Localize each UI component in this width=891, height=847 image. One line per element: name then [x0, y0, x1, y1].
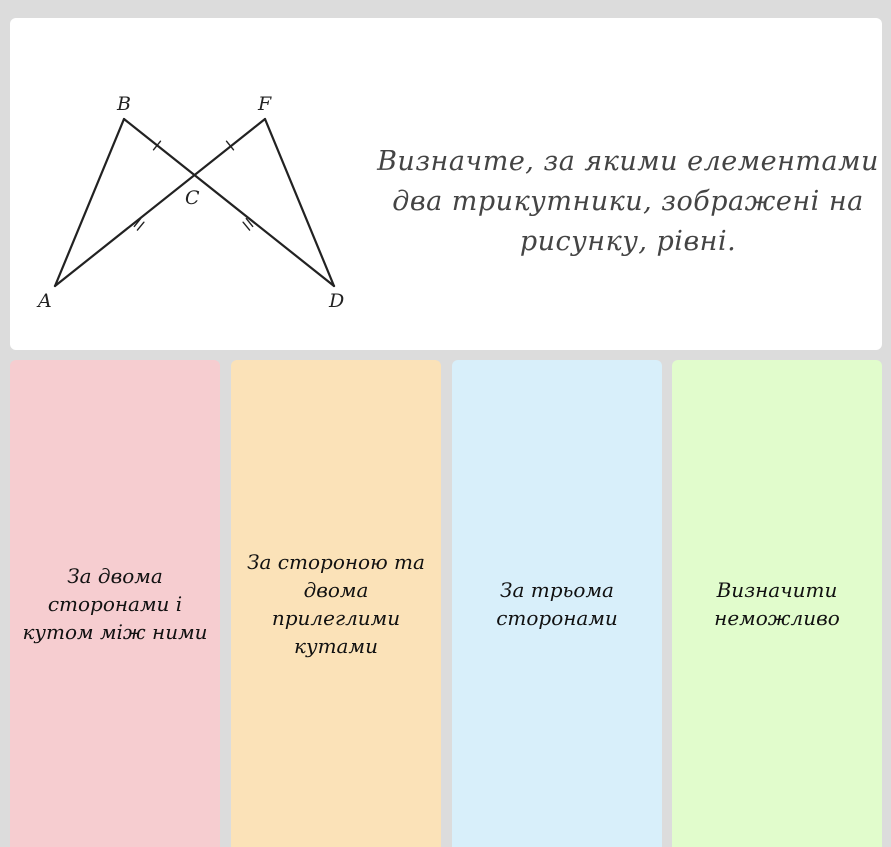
segment-af [55, 119, 265, 286]
equal-segment-ticks [134, 141, 252, 230]
answer-option-label: Визначити неможливо [714, 577, 840, 630]
answer-option-label: За трьома сторонами [496, 577, 618, 630]
answer-options [10, 360, 882, 847]
answer-option-4[interactable] [672, 360, 882, 847]
point-label-b: B [117, 93, 131, 115]
point-label-a: A [38, 290, 52, 312]
point-label-d: D [329, 290, 345, 312]
answer-option-3[interactable] [452, 360, 662, 847]
answer-option-2[interactable] [231, 360, 441, 847]
triangles-diagram [28, 73, 358, 323]
answer-option-1[interactable] [10, 360, 220, 847]
point-label-c: C [185, 187, 200, 209]
segment-fd [265, 119, 334, 286]
geometry-figure [28, 73, 358, 323]
answer-option-label: За двома сторонами і кутом між ними [22, 563, 208, 644]
point-label-f: F [258, 93, 272, 115]
question-card [10, 18, 882, 350]
segment-ab [55, 119, 124, 286]
question-text: Визначте, за якими елементами два трикутники, зображені на рисунку, рівні. [377, 146, 879, 257]
answer-option-label: За стороною та двома прилеглими кутами [247, 549, 425, 658]
